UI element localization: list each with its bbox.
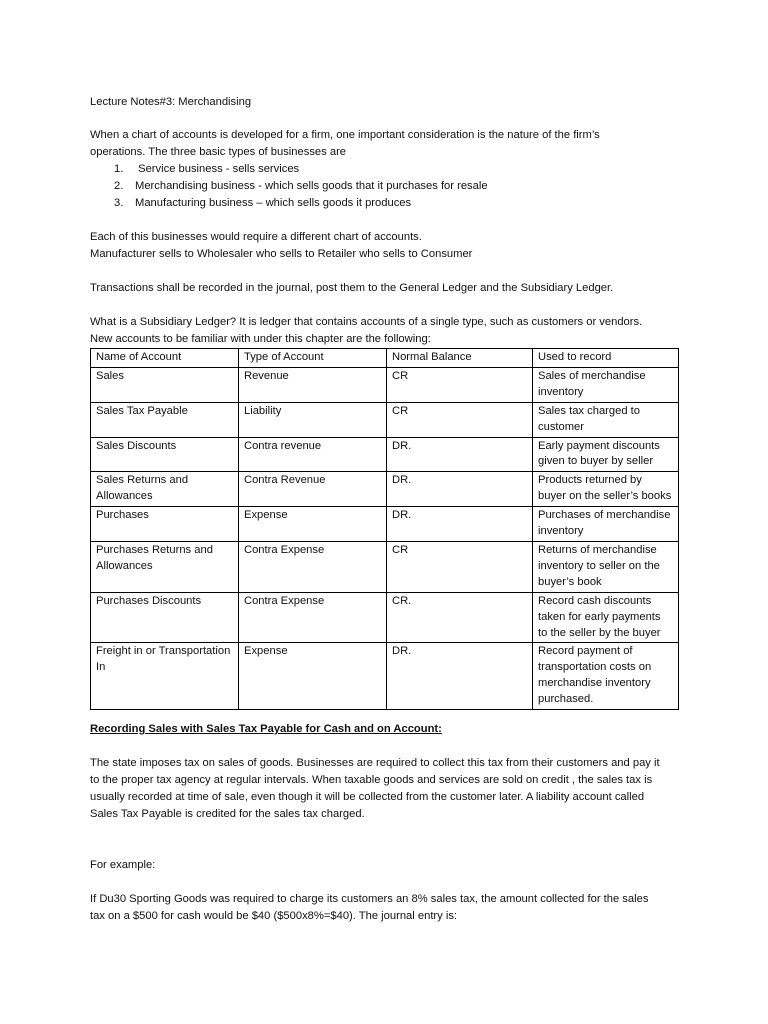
normal-balance-cell: CR — [387, 402, 533, 437]
account-type-cell: Expense — [239, 643, 387, 710]
normal-balance-cell: DR. — [387, 472, 533, 507]
transactions-paragraph: Transactions shall be recorded in the journal, post them to the General Ledger and the Subsidiary Ledger. — [90, 282, 614, 294]
account-name-cell: Sales Returns and Allowances — [91, 472, 239, 507]
account-type-cell: Liability — [239, 402, 387, 437]
table-row — [91, 437, 679, 472]
subsidiary-line-1: What is a Subsidiary Ledger? It is ledger that contains accounts of a single type, such as customers or vendors. — [90, 316, 643, 328]
header-cell: Used to record — [533, 349, 679, 368]
used-to-record-cell: Record payment of transportation costs on merchandise inventory purchased. — [533, 643, 679, 710]
normal-balance-cell: DR. — [387, 643, 533, 710]
list-text: Merchandising business - which sells goods that it purchases for resale — [135, 180, 488, 192]
tax-line-1: The state imposes tax on sales of goods. Businesses are required to collect this tax from their customers and pay it — [90, 757, 660, 769]
list-text: Service business - sells services — [135, 163, 300, 175]
account-name-cell: Sales Tax Payable — [91, 402, 239, 437]
chart-note-line-1: Each of this businesses would require a different chart of accounts. — [90, 231, 422, 243]
account-name-cell: Purchases — [91, 507, 239, 542]
account-type-cell: Contra Expense — [239, 592, 387, 643]
table-row — [91, 402, 679, 437]
normal-balance-cell: DR. — [387, 437, 533, 472]
accounts-table — [90, 348, 679, 710]
normal-balance-cell: DR. — [387, 507, 533, 542]
page-title: Lecture Notes#3: Merchandising — [90, 96, 252, 108]
account-name-cell: Freight in or Transportation In — [91, 643, 239, 710]
normal-balance-cell: CR — [387, 367, 533, 402]
for-example-label: For example: — [90, 859, 156, 871]
table-row — [91, 643, 679, 710]
list-item — [114, 161, 299, 178]
table-row — [91, 367, 679, 402]
example-line-1: If Du30 Sporting Goods was required to charge its customers an 8% sales tax, the amount collected for the sales — [90, 893, 649, 905]
account-name-cell: Sales Discounts — [91, 437, 239, 472]
list-number: 1. — [114, 163, 124, 175]
intro-line-1: When a chart of accounts is developed for a firm, one important consideration is the nature of the firm’s — [90, 129, 600, 141]
used-to-record-cell: Returns of merchandise inventory to seller on the buyer’s book — [533, 541, 679, 592]
tax-line-4: Sales Tax Payable is credited for the sales tax charged. — [90, 808, 365, 820]
header-cell: Normal Balance — [387, 349, 533, 368]
normal-balance-cell: CR. — [387, 592, 533, 643]
normal-balance-cell: CR — [387, 541, 533, 592]
tax-line-2: to the proper tax agency at regular intervals. When taxable goods and services are sold on credit , the sales tax is — [90, 774, 653, 786]
list-number: 2. — [114, 180, 124, 192]
used-to-record-cell: Early payment discounts given to buyer by seller — [533, 437, 679, 472]
list-text: Manufacturing business – which sells goods it produces — [135, 197, 412, 209]
chart-note-line-2: Manufacturer sells to Wholesaler who sells to Retailer who sells to Consumer — [90, 248, 473, 260]
account-name-cell: Sales — [91, 367, 239, 402]
list-number: 3. — [114, 197, 124, 209]
table-row — [91, 507, 679, 542]
account-type-cell: Revenue — [239, 367, 387, 402]
used-to-record-cell: Products returned by buyer on the seller’s books — [533, 472, 679, 507]
used-to-record-cell: Record cash discounts taken for early payments to the seller by the buyer — [533, 592, 679, 643]
tax-line-3: usually recorded at time of sale, even though it will be collected from the customer later. A liability account called — [90, 791, 645, 803]
table-header-row — [91, 349, 679, 368]
used-to-record-cell: Sales of merchandise inventory — [533, 367, 679, 402]
used-to-record-cell: Purchases of merchandise inventory — [533, 507, 679, 542]
list-item — [114, 195, 411, 212]
header-cell: Type of Account — [239, 349, 387, 368]
table-row — [91, 472, 679, 507]
account-name-cell: Purchases Returns and Allowances — [91, 541, 239, 592]
table-row — [91, 592, 679, 643]
account-name-cell: Purchases Discounts — [91, 592, 239, 643]
account-type-cell: Contra Expense — [239, 541, 387, 592]
account-type-cell: Expense — [239, 507, 387, 542]
account-type-cell: Contra Revenue — [239, 472, 387, 507]
list-item — [114, 178, 488, 195]
table-row — [91, 541, 679, 592]
header-cell: Name of Account — [91, 349, 239, 368]
section-heading: Recording Sales with Sales Tax Payable for Cash and on Account: — [90, 723, 442, 735]
intro-line-2: operations. The three basic types of businesses are — [90, 146, 347, 158]
account-type-cell: Contra revenue — [239, 437, 387, 472]
example-line-2: tax on a $500 for cash would be $40 ($500x8%=$40). The journal entry is: — [90, 910, 458, 922]
subsidiary-line-2: New accounts to be familiar with under this chapter are the following: — [90, 333, 431, 345]
used-to-record-cell: Sales tax charged to customer — [533, 402, 679, 437]
